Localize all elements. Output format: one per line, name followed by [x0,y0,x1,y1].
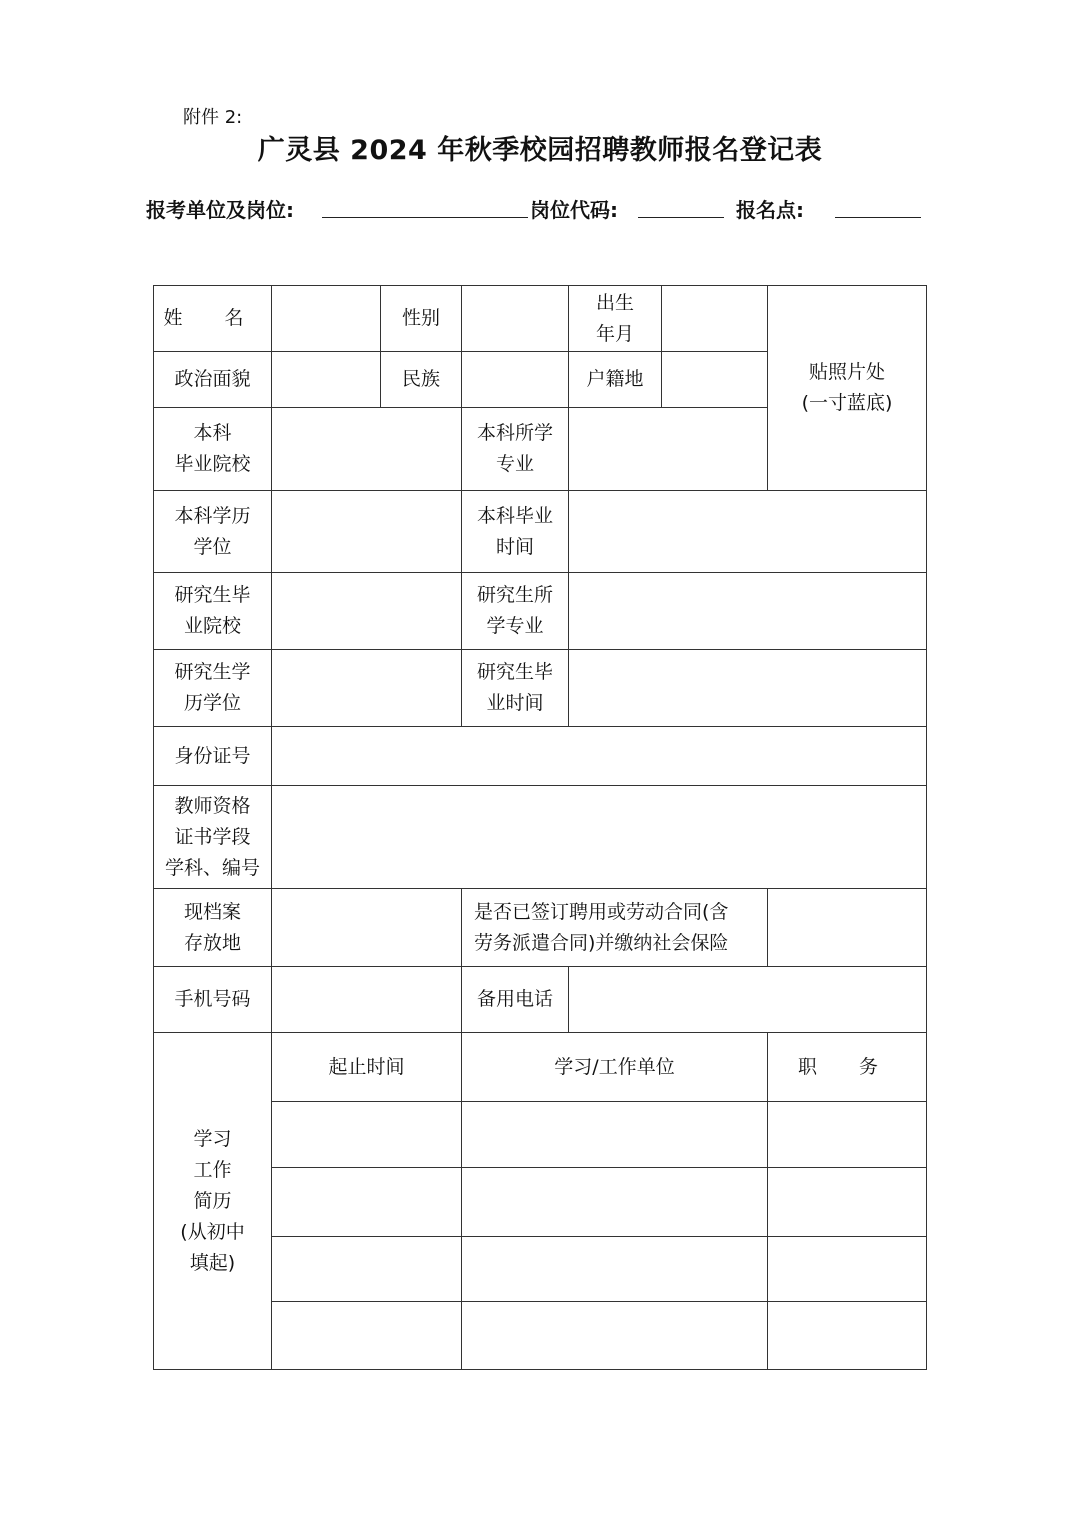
archive-label: 现档案 存放地 [154,889,272,967]
teacher-cert-label: 教师资格 证书学段 学科、编号 [154,786,272,889]
pg-school-label: 研究生毕 业院校 [154,573,272,650]
resume-col-position: 职 务 [768,1033,927,1102]
ug-major-field[interactable] [569,408,768,491]
name-field[interactable] [272,286,381,352]
hukou-label: 户籍地 [569,352,662,408]
resume-time-cell[interactable] [272,1237,462,1302]
site-field[interactable] [835,217,921,218]
archive-field[interactable] [272,889,462,967]
post-code-label: 岗位代码: [530,198,618,222]
registration-form [153,285,927,1370]
politics-label: 政治面貌 [154,352,272,408]
birth-label: 出生 年月 [569,286,662,352]
gender-field[interactable] [462,286,569,352]
page-title: 广灵县 2024 年秋季校园招聘教师报名登记表 [257,135,823,166]
pg-degree-field[interactable] [272,650,462,727]
attachment-label: 附件 2: [183,107,243,128]
name-label: 姓 名 [154,286,272,352]
unit-post-field[interactable] [322,217,528,218]
site-label: 报名点: [736,198,804,222]
mobile-label: 手机号码 [154,967,272,1033]
birth-field[interactable] [662,286,768,352]
resume-time-cell[interactable] [272,1302,462,1370]
contract-field[interactable] [768,889,927,967]
pg-degree-label: 研究生学 历学位 [154,650,272,727]
resume-position-cell[interactable] [768,1302,927,1370]
hukou-field[interactable] [662,352,768,408]
resume-label: 学习 工作 简历 (从初中 填起) [154,1033,272,1370]
ug-school-label: 本科 毕业院校 [154,408,272,491]
ethnicity-field[interactable] [462,352,569,408]
unit-post-label: 报考单位及岗位: [146,198,294,222]
post-code-field[interactable] [638,217,724,218]
teacher-cert-field[interactable] [272,786,927,889]
backup-phone-field[interactable] [569,967,927,1033]
ug-major-label: 本科所学 专业 [462,408,569,491]
pg-school-field[interactable] [272,573,462,650]
id-number-field[interactable] [272,727,927,786]
ug-degree-field[interactable] [272,491,462,573]
backup-phone-label: 备用电话 [462,967,569,1033]
photo-area[interactable]: 贴照片处 (一寸蓝底) [768,286,927,491]
ug-degree-label: 本科学历 学位 [154,491,272,573]
resume-col-unit: 学习/工作单位 [462,1033,768,1102]
ug-school-field[interactable] [272,408,462,491]
resume-position-cell[interactable] [768,1237,927,1302]
id-number-label: 身份证号 [154,727,272,786]
resume-position-cell[interactable] [768,1168,927,1237]
resume-position-cell[interactable] [768,1102,927,1168]
ug-grad-time-label: 本科毕业 时间 [462,491,569,573]
gender-label: 性别 [381,286,462,352]
resume-unit-cell[interactable] [462,1102,768,1168]
resume-unit-cell[interactable] [462,1237,768,1302]
resume-unit-cell[interactable] [462,1302,768,1370]
pg-grad-time-label: 研究生毕 业时间 [462,650,569,727]
ug-grad-time-field[interactable] [569,491,927,573]
resume-col-time: 起止时间 [272,1033,462,1102]
ethnicity-label: 民族 [381,352,462,408]
resume-time-cell[interactable] [272,1102,462,1168]
resume-unit-cell[interactable] [462,1168,768,1237]
mobile-field[interactable] [272,967,462,1033]
contract-label: 是否已签订聘用或劳动合同(含 劳务派遣合同)并缴纳社会保险 [462,889,768,967]
resume-time-cell[interactable] [272,1168,462,1237]
pg-major-label: 研究生所 学专业 [462,573,569,650]
pg-major-field[interactable] [569,573,927,650]
pg-grad-time-field[interactable] [569,650,927,727]
politics-field[interactable] [272,352,381,408]
